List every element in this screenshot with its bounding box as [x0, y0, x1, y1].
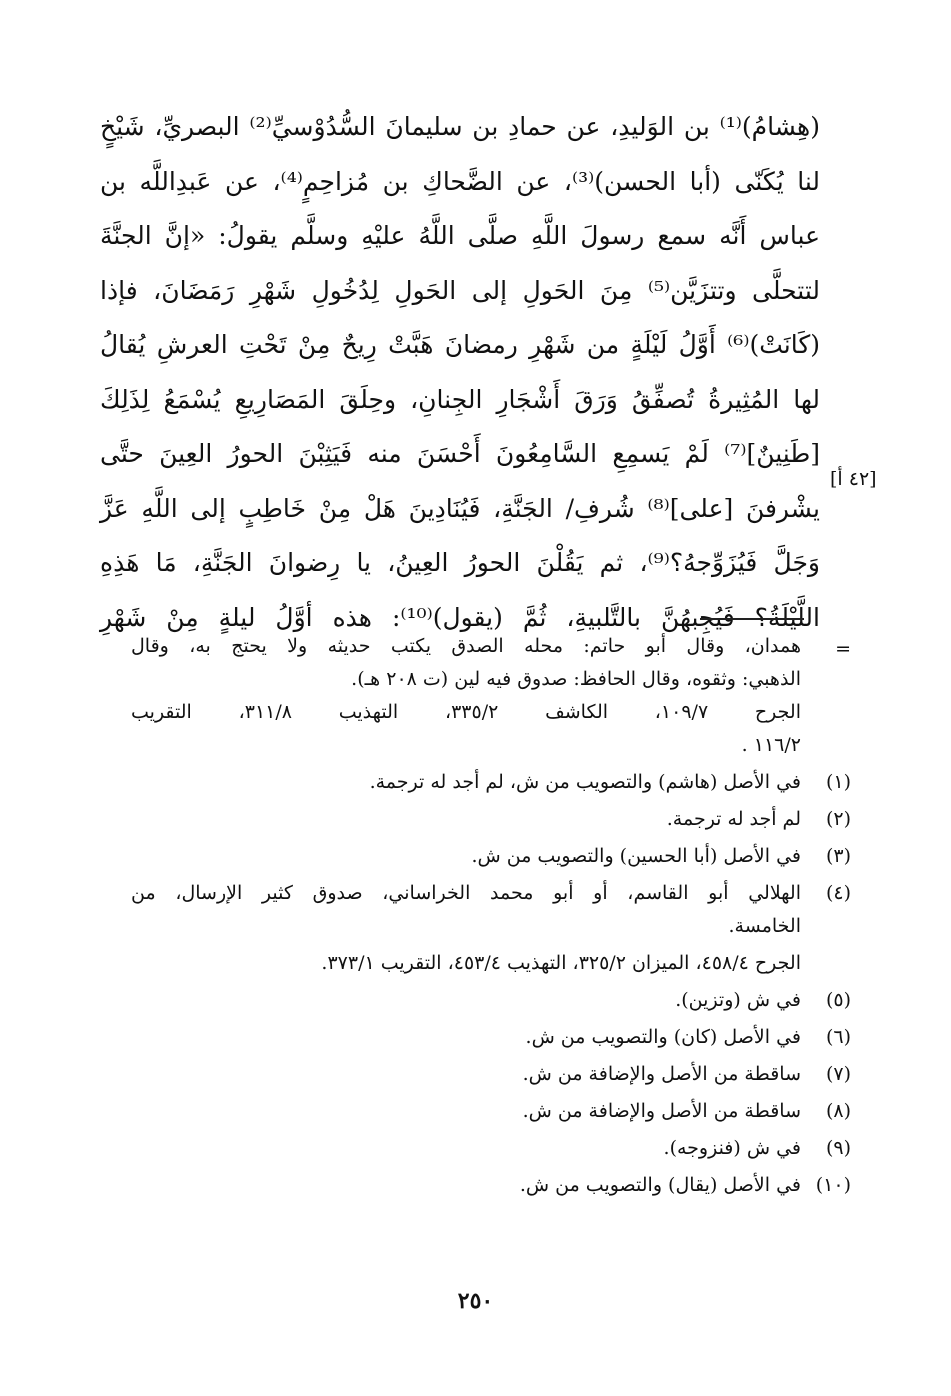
footnote-item [131, 1169, 851, 1202]
footnotes [131, 630, 851, 1202]
footnote-number: (٤) [825, 882, 851, 904]
footnote-item [131, 1021, 851, 1054]
footnote-item [131, 877, 851, 943]
footnote-number: (٧) [825, 1063, 851, 1085]
main-text-line: وَجَلَّ فَيُزَوِّجهُ؟⁽⁹⁾، ثم يَقُلْنَ الحورُ العِينُ، يا رِضوانَ الجَنَّةِ، مَا هَذِهِ [100, 548, 820, 577]
main-text-line: يشْرفنَ [على]⁽⁸⁾ شُرفِ/ الجَنَّةِ، فَيُنَادِينَ هَلْ مِنْ خَاطِبٍ إلى اللَّهِ عَزَّ [100, 493, 820, 523]
footnote-item [131, 1095, 851, 1128]
footnote-text: في ش (فنزوجه). [663, 1137, 801, 1159]
footnote-text: في ش (وتزين). [675, 989, 801, 1011]
footnote-item [131, 1058, 851, 1091]
continuation-marker: = [835, 638, 851, 660]
main-text-line: (هِشامُ)⁽¹⁾ بن الوَليدِ، عن حمادِ بن سليمانَ السُّدُوْسيِّ⁽²⁾ البصريِّ، شَيْخٍ [100, 112, 820, 141]
footnote-number: (٣) [825, 845, 851, 867]
main-text-line: [طَنِينٌ]⁽⁷⁾ لَمْ يَسمِعِ السَّامِعُونَ أَحْسَنَ منه فَيَثِبْنَ الحورُ العِينَ حتَّى [100, 439, 820, 468]
footnote-number: (٦) [825, 1026, 851, 1048]
footnote-line: الذهبي: وثقوه، وقال الحافظ: صدوق فيه لين (ت ٢٠٨ هـ). [351, 668, 801, 690]
footnote-number: (٥) [825, 989, 851, 1011]
main-text-line: لتتحلَّى وتتزَيَّن⁽⁵⁾ مِنَ الحَولِ إلى الحَولِ لِدُخُولِ شَهْرِ رَمَضَانَ، فإذا [100, 275, 820, 305]
footnote-text: ساقطة من الأصل والإضافة من ش. [522, 1063, 801, 1085]
page-number: ٢٥٠ [457, 1288, 494, 1314]
footnote-continuation [131, 630, 851, 762]
footnote-number: (٨) [825, 1100, 851, 1122]
footnote-item [131, 766, 851, 799]
footnote-item [131, 840, 851, 873]
footnote-text: ساقطة من الأصل والإضافة من ش. [522, 1100, 801, 1122]
footnote-number: (٢) [825, 808, 851, 830]
footnote-item [131, 984, 851, 1017]
footnote-number: (١) [825, 771, 851, 793]
footnote-number: (١٠) [815, 1174, 851, 1196]
footnote-line: ١١٦/٢ . [741, 734, 801, 756]
footnote-text: لم أجد له ترجمة. [666, 808, 801, 830]
main-text-line: عباس أَنَّه سمع رسولَ اللَّهِ صلَّى اللَّهُ عليْهِ وسلَّم يقولُ: «إنَّ الجنَّةَ [100, 221, 820, 250]
footnote-line: همدان، وقال أبو حاتم: محله الصدق يكتب حديثه ولا يحتج به، وقال [131, 635, 801, 657]
footnote-text: في الأصل (كان) والتصويب من ش. [525, 1026, 801, 1048]
footnote-reference-line: الجرح ٤٥٨/٤، الميزان ٣٢٥/٢، التهذيب ٤٥٣/٤، التقريب ٣٧٣/١. [321, 952, 801, 974]
footnote-separator [700, 618, 804, 620]
main-text-line: اللَّيْلَةُ؟ فَيُجِبهُنَّ بالتَّلبيةِ، ثُمَّ (يقول)⁽¹⁰⁾: هذه أوَّلُ ليلةٍ مِنْ شَهْرِ [100, 602, 820, 632]
footnote-text: في الأصل (أبا الحسين) والتصويب من ش. [471, 845, 801, 867]
footnote-text: في الأصل (يقال) والتصويب من ش. [519, 1174, 801, 1196]
footnote-number: (٩) [825, 1137, 851, 1159]
footnote-item [131, 1132, 851, 1165]
footnote-text: الخامسة. [728, 915, 801, 937]
main-text [100, 100, 820, 645]
folio-marker: [٤٢ أ] [830, 468, 877, 490]
footnote-item [131, 803, 851, 836]
footnote-text: الهلالي أبو القاسم، أو أبو محمد الخراساني، صدوق كثير الإرسال، من [131, 882, 801, 904]
main-text-line: لنا يُكَنّى (أبا الحسن)⁽³⁾، عن الضَّحاكِ بن مُزاحِمٍ⁽⁴⁾، عن عَبدِاللَّه بن [100, 166, 820, 196]
footnote-line: الجرح ١٠٩/٧، الكاشف ٣٣٥/٢، التهذيب ٣١١/٨، التقريب [131, 701, 801, 723]
main-text-line: لها المُثِيرةُ تُصفِّقُ وَرَقَ أَشْجَارِ الجِنانِ، وحِلَقَ المَصَارِيعِ يُسْمَعُ لِذَلِكَ [100, 384, 820, 414]
footnote-text: في الأصل (هاشم) والتصويب من ش، لم أجد له ترجمة. [369, 771, 801, 793]
main-text-line: (كَانَتْ)⁽⁶⁾ أَوَّلُ لَيْلَةٍ من شَهْرِ رمضانَ هَبَّتْ رِيحٌ مِنْ تَحْتِ العرشِ يُقالُ [100, 330, 820, 359]
